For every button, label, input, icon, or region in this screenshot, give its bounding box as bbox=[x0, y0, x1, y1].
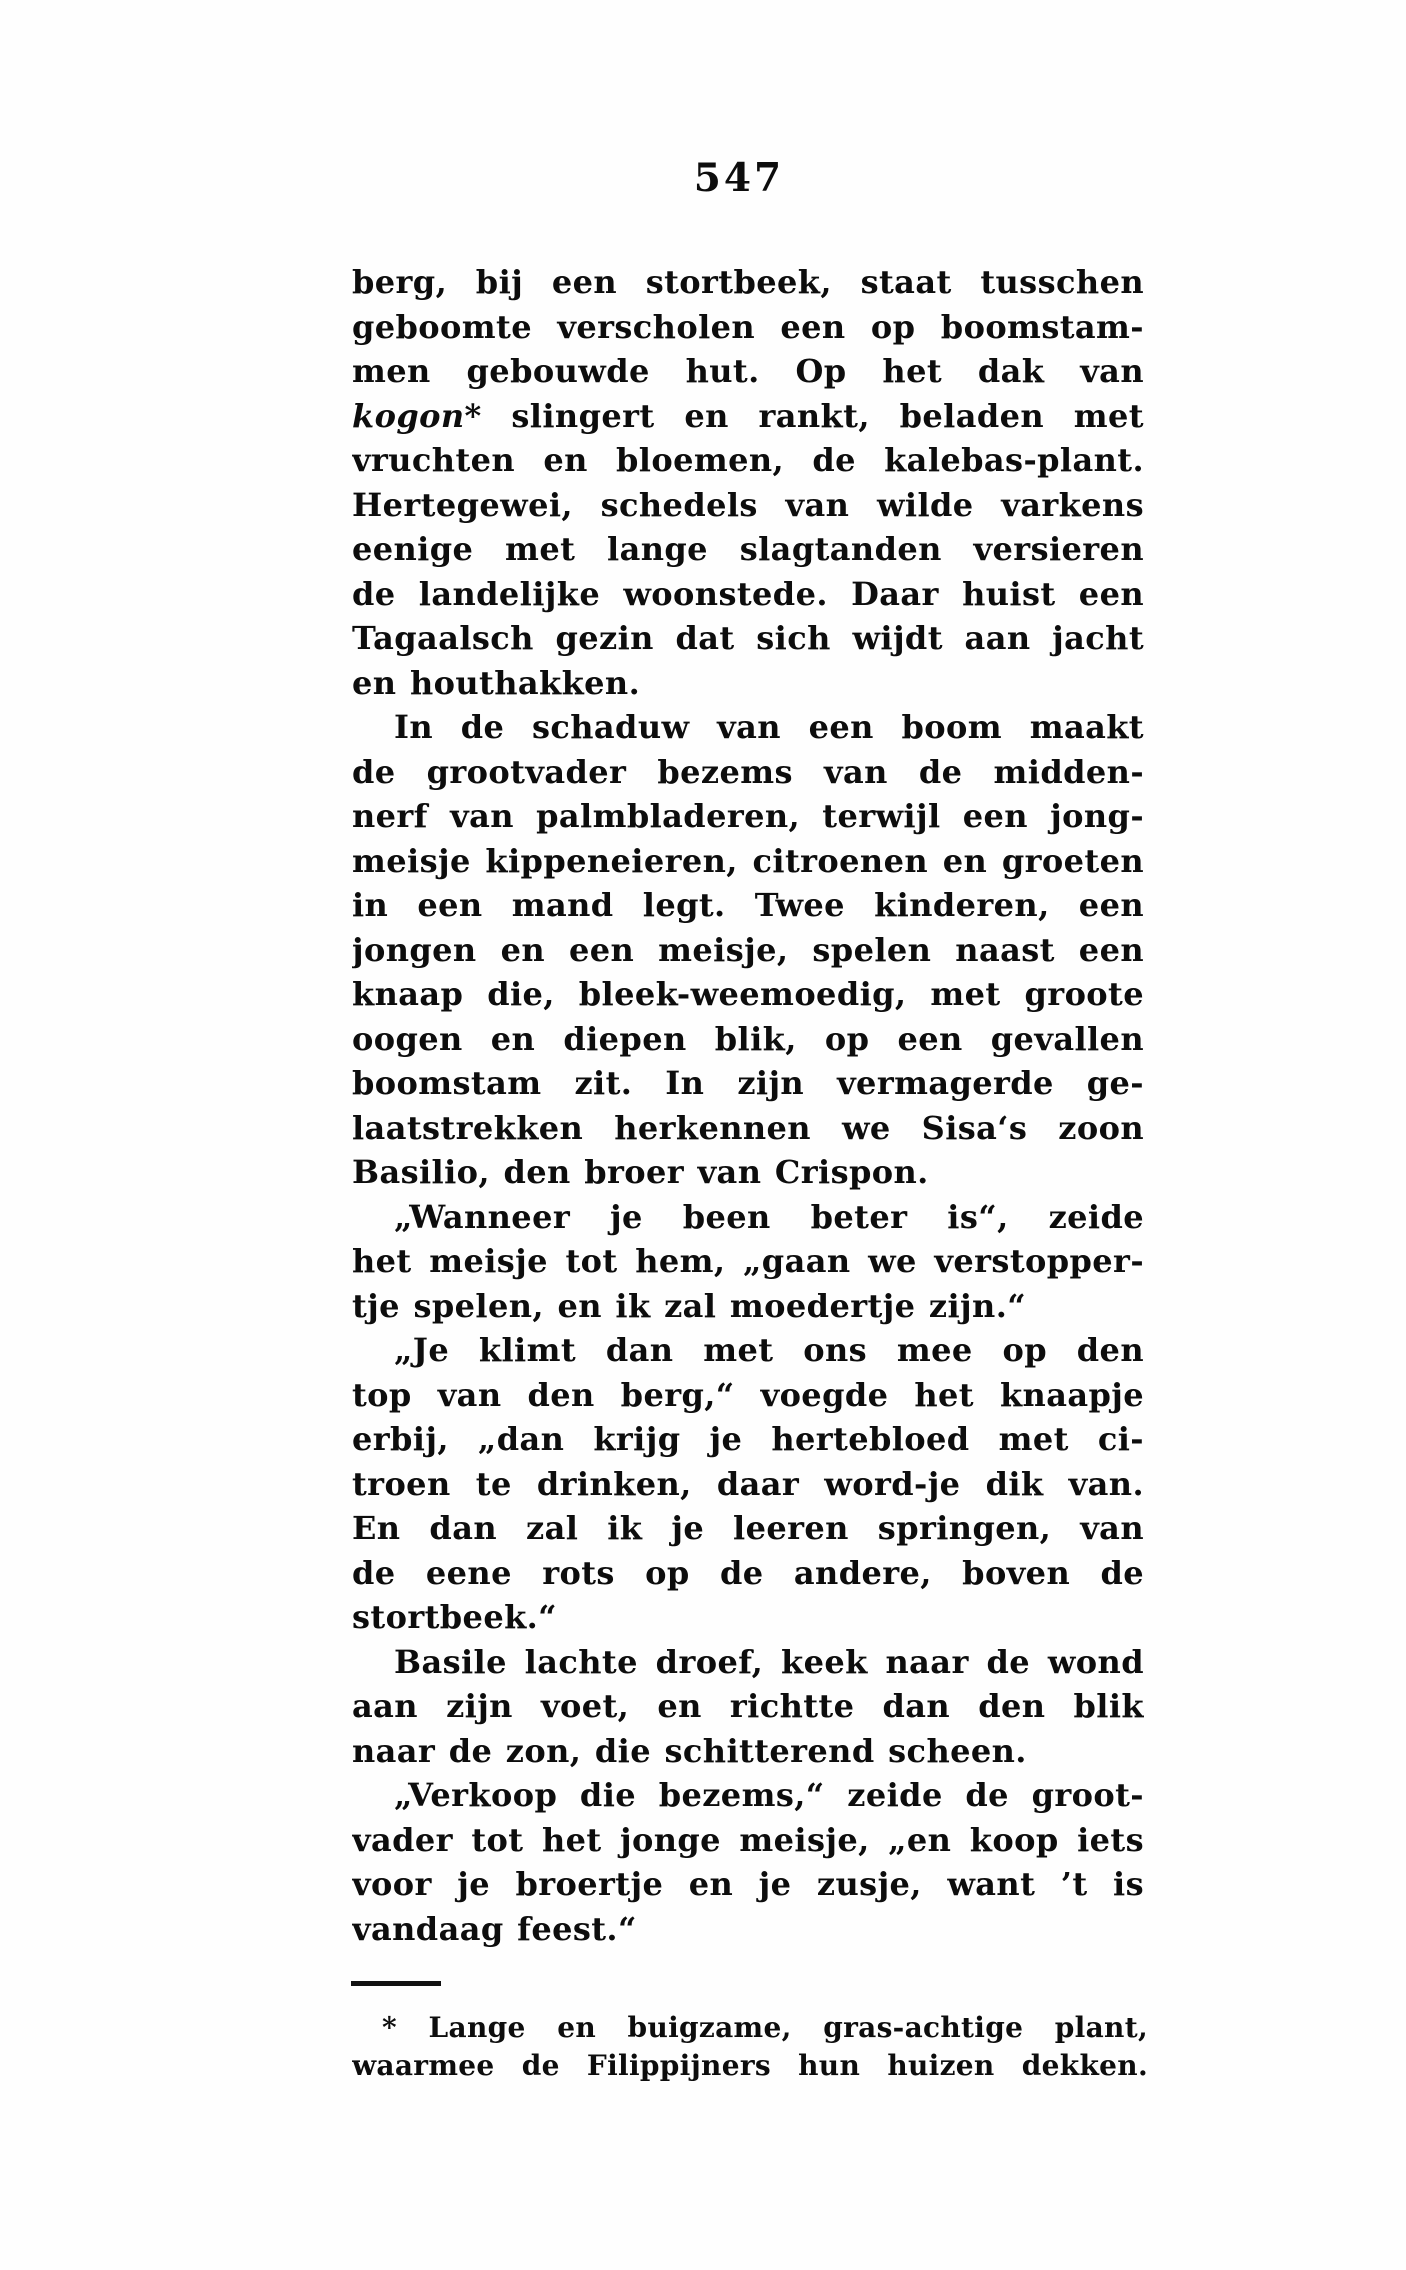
text-line bbox=[352, 1239, 1144, 1284]
line-text: „Je klimt dan met ons mee op den bbox=[394, 1331, 1144, 1369]
text-line bbox=[352, 305, 1144, 350]
text-line bbox=[352, 1551, 1144, 1596]
footnote-text: * Lange en buigzame, gras-achtige plant, bbox=[382, 2011, 1148, 2044]
text-line bbox=[352, 483, 1144, 528]
text-line bbox=[352, 883, 1144, 928]
line-text: de landelijke woonstede. Daar huist een bbox=[352, 574, 1144, 613]
line-text: men gebouwde hut. Op het dak van bbox=[352, 352, 1144, 390]
line-text: troen te drinken, daar word-je dik van. bbox=[352, 1464, 1144, 1503]
footnote-text: waarmee de Filippijners hun huizen dekken. bbox=[352, 2049, 1148, 2082]
text-line bbox=[352, 839, 1144, 884]
line-text: top van den berg,“ voegde het knaapje bbox=[352, 1375, 1144, 1414]
text-line bbox=[352, 1328, 1144, 1373]
text-line bbox=[352, 527, 1144, 572]
line-text: vruchten en bloemen, de kalebas-plant. bbox=[352, 441, 1144, 479]
footnote-line bbox=[352, 2009, 1148, 2047]
line-text: meisje kippeneieren, citroenen en groeten bbox=[352, 841, 1144, 880]
text-line bbox=[352, 1595, 1144, 1640]
line-text: Tagaalsch gezin dat sich wijdt aan jacht bbox=[352, 619, 1144, 657]
line-text: erbij, „dan krijg je hertebloed met ci- bbox=[352, 1420, 1144, 1458]
line-text: geboomte verscholen een op boomstam- bbox=[352, 307, 1144, 346]
paragraph bbox=[352, 1328, 1144, 1640]
text-line bbox=[352, 1684, 1144, 1729]
line-text: in een mand legt. Twee kinderen, een bbox=[352, 886, 1144, 924]
paragraph bbox=[352, 705, 1144, 1195]
text-line bbox=[352, 1506, 1144, 1551]
line-text: berg, bij een stortbeek, staat tusschen bbox=[352, 263, 1144, 301]
italic-term: kogon* bbox=[352, 396, 482, 435]
paragraph bbox=[352, 1195, 1144, 1329]
text-line bbox=[352, 572, 1144, 617]
text-line bbox=[352, 1417, 1144, 1462]
text-line bbox=[352, 1017, 1144, 1062]
paragraph bbox=[352, 1773, 1144, 1951]
text-line bbox=[352, 1373, 1144, 1418]
text-line bbox=[352, 349, 1144, 394]
line-text: vader tot het jonge meisje, „en koop iets bbox=[352, 1820, 1144, 1859]
line-text: „Wanneer je been beter is“, zeide bbox=[394, 1197, 1144, 1236]
line-text: slingert en rankt, beladen met bbox=[481, 396, 1144, 435]
line-text: boomstam zit. In zijn vermagerde ge- bbox=[352, 1064, 1144, 1102]
text-block bbox=[352, 260, 1144, 1951]
text-line bbox=[352, 1729, 1144, 1774]
text-line bbox=[352, 1462, 1144, 1507]
text-line bbox=[352, 661, 1144, 706]
line-text: voor je broertje en je zusje, want ’t is bbox=[352, 1865, 1144, 1903]
line-text: jongen en een meisje, spelen naast een bbox=[352, 930, 1144, 969]
line-text: eenige met lange slagtanden versieren bbox=[352, 530, 1144, 568]
footnote-divider bbox=[351, 1981, 441, 1986]
line-text: en houthakken. bbox=[352, 663, 641, 702]
line-text: Basile lachte droef, keek naar de wond bbox=[394, 1642, 1144, 1681]
text-line bbox=[352, 1862, 1144, 1907]
footnote-line bbox=[352, 2047, 1148, 2085]
paragraph bbox=[352, 260, 1144, 705]
text-line bbox=[352, 1284, 1144, 1329]
text-line bbox=[352, 705, 1144, 750]
text-line bbox=[352, 616, 1144, 661]
text-line bbox=[352, 1818, 1144, 1863]
text-line bbox=[352, 1150, 1144, 1195]
line-text: tje spelen, en ik zal moedertje zijn.“ bbox=[352, 1286, 1027, 1325]
text-line bbox=[352, 972, 1144, 1017]
line-text: „Verkoop die bezems,“ zeide de groot- bbox=[394, 1776, 1144, 1814]
page-number: 547 bbox=[693, 155, 785, 201]
line-text: de eene rots op de andere, boven de bbox=[352, 1553, 1144, 1592]
text-line bbox=[352, 794, 1144, 839]
text-line bbox=[352, 1106, 1144, 1151]
text-line bbox=[352, 1061, 1144, 1106]
text-line bbox=[352, 928, 1144, 973]
line-text: naar de zon, die schitterend scheen. bbox=[352, 1731, 1027, 1770]
text-line bbox=[352, 750, 1144, 795]
line-text: En dan zal ik je leeren springen, van bbox=[352, 1509, 1144, 1547]
line-text: knaap die, bleek-weemoedig, met groote bbox=[352, 975, 1144, 1013]
line-text: Basilio, den broer van Crispon. bbox=[352, 1153, 929, 1191]
paragraph bbox=[352, 1640, 1144, 1774]
text-line bbox=[352, 1773, 1144, 1818]
text-line bbox=[352, 394, 1144, 439]
line-text: nerf van palmbladeren, terwijl een jong- bbox=[352, 797, 1144, 835]
text-line bbox=[352, 1195, 1144, 1240]
line-text: laatstrekken herkennen we Sisa‘s zoon bbox=[352, 1108, 1144, 1147]
line-text: de grootvader bezems van de midden- bbox=[352, 752, 1144, 791]
line-text: oogen en diepen blik, op een gevallen bbox=[352, 1019, 1144, 1058]
line-text: vandaag feest.“ bbox=[352, 1909, 637, 1948]
text-line bbox=[352, 260, 1144, 305]
line-text: Hertegewei, schedels van wilde varkens bbox=[352, 485, 1144, 524]
text-line bbox=[352, 1907, 1144, 1952]
line-text: aan zijn voet, en richtte dan den blik bbox=[352, 1687, 1144, 1725]
line-text: In de schaduw van een boom maakt bbox=[394, 708, 1144, 746]
line-text: het meisje tot hem, „gaan we verstopper- bbox=[352, 1242, 1144, 1280]
line-text: stortbeek.“ bbox=[352, 1598, 557, 1636]
footnote bbox=[352, 2009, 1148, 2085]
text-line bbox=[352, 1640, 1144, 1685]
text-line bbox=[352, 438, 1144, 483]
